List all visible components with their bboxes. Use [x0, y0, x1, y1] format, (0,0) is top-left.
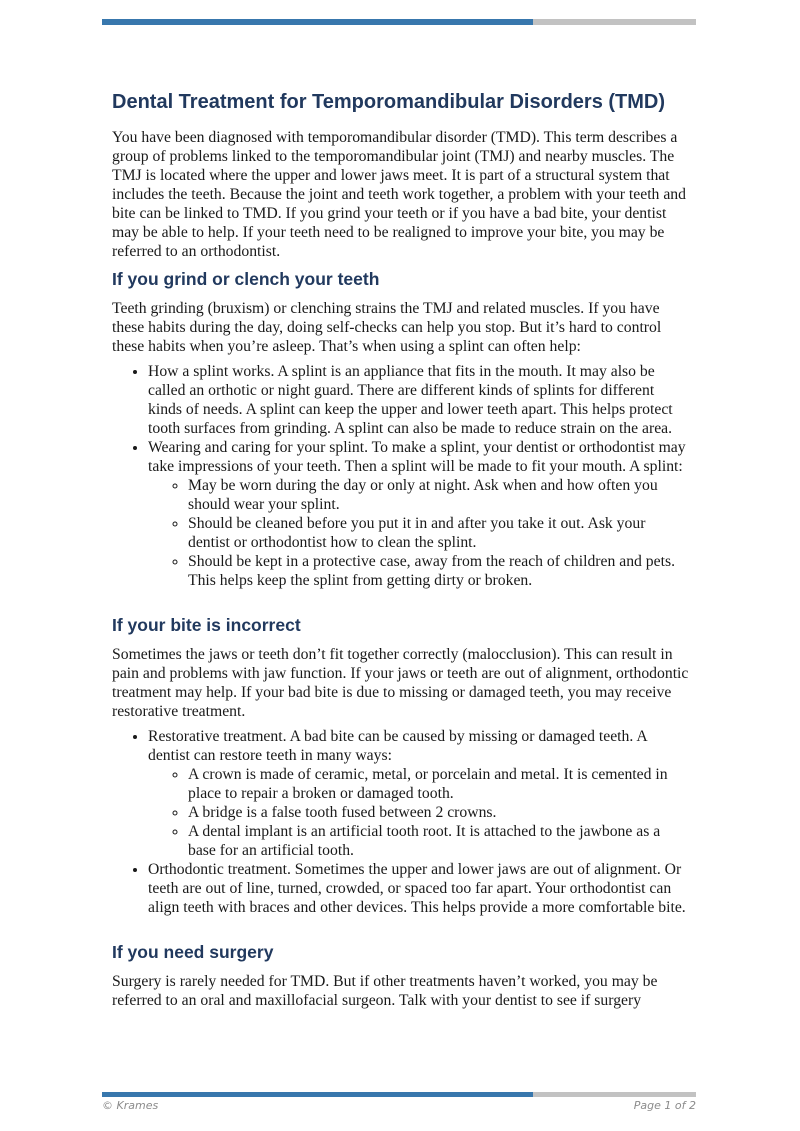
footer-rule-accent	[102, 1092, 533, 1097]
bullet-list	[112, 362, 690, 590]
bullet-list	[112, 727, 690, 917]
list-item-text: Restorative treatment. A bad bite can be caused by missing or damaged teeth. A dentist can restore teeth in many ways:	[148, 728, 647, 764]
section-heading-bite: If your bite is incorrect	[112, 615, 301, 635]
document-content	[112, 90, 690, 1010]
header-rule-accent	[102, 19, 533, 25]
section-bite-incorrect	[112, 615, 690, 917]
sub-list-item: ◦ A dental implant is an artificial tooth root. It is attached to the jawbone as a base for an artificial tooth.	[188, 822, 690, 860]
sub-bullet-list	[148, 476, 690, 590]
sub-list-item: ◦ May be worn during the day or only at night. Ask when and how often you should wear your splint.	[188, 476, 690, 514]
sub-list-item: ◦ Should be kept in a protective case, away from the reach of children and pets. This helps keep the splint from getting dirty or broken.	[188, 552, 690, 590]
header-rule	[102, 19, 696, 25]
page-title: Dental Treatment for Temporomandibular Disorders (TMD)	[112, 91, 666, 113]
header-rule-gray	[533, 19, 696, 25]
section-grind-or-clench	[112, 269, 690, 590]
list-item	[148, 438, 690, 590]
footer-rule-gray	[533, 1092, 696, 1097]
section-heading-surgery: If you need surgery	[112, 942, 274, 962]
sub-list-item: ◦ A crown is made of ceramic, metal, or porcelain and metal. It is cemented in place to repair a broken or damaged tooth.	[188, 765, 690, 803]
section-paragraph: Teeth grinding (bruxism) or clenching strains the TMJ and related muscles. If you have these habits during the day, doing self-checks can help you stop. But it’s hard to control these habits when you’re asleep. That’s when using a splint can often help:	[112, 300, 662, 355]
page-indicator: Page 1 of 2	[633, 1099, 696, 1112]
intro-paragraph: You have been diagnosed with temporomandibular disorder (TMD). This term describes a group of problems linked to the temporomandibular joint (TMJ) and nearby muscles. The TMJ is located where the upper and lower jaws meet. It is part of a structural system that includes the teeth. Because the joint and teeth work together, a problem with your teeth and bite can be linked to TMD. If you grind your teeth or if you have a bad bite, your dentist may be able to help. If your teeth need to be realigned to improve your bite, you may be referred to an orthodontist.	[112, 129, 686, 260]
section-paragraph: Sometimes the jaws or teeth don’t fit together correctly (malocclusion). This can result in pain and problems with jaw function. If your jaws or teeth are out of alignment, orthodontic treatment may help. If your bad bite is due to missing or damaged teeth, you may receive restorative treatment.	[112, 646, 689, 720]
sub-list-item: ◦ Should be cleaned before you put it in and after you take it out. Ask your dentist or orthodontist how to clean the splint.	[188, 514, 690, 552]
section-heading-grind: If you grind or clench your teeth	[112, 269, 380, 289]
sub-bullet-list	[148, 765, 690, 860]
list-item	[148, 727, 690, 860]
page-footer	[102, 1099, 696, 1112]
sub-list-item: ◦ A bridge is a false tooth fused between 2 crowns.	[188, 803, 690, 822]
list-item: • Orthodontic treatment. Sometimes the upper and lower jaws are out of alignment. Or teeth are out of line, turned, crowded, or spaced too far apart. Your orthodontist can align teeth with braces and other devices. This helps provide a more comfortable bite.	[148, 860, 690, 917]
list-item: • How a splint works. A splint is an appliance that fits in the mouth. It may also be called an orthotic or night guard. There are different kinds of splints for different kinds of needs. A splint can keep the upper and lower teeth apart. This helps protect tooth surfaces from grinding. A splint can also be made to reduce strain on the area.	[148, 362, 690, 438]
section-surgery	[112, 942, 690, 1010]
copyright-text: © Krames	[102, 1099, 159, 1112]
section-paragraph: Surgery is rarely needed for TMD. But if other treatments haven’t worked, you may be referred to an oral and maxillofacial surgeon. Talk with your dentist to see if surgery	[112, 973, 658, 1009]
list-item-text: Wearing and caring for your splint. To make a splint, your dentist or orthodontist may take impressions of your teeth. Then a splint will be made to fit your mouth. A splint:	[148, 439, 686, 475]
footer-rule	[102, 1092, 696, 1097]
